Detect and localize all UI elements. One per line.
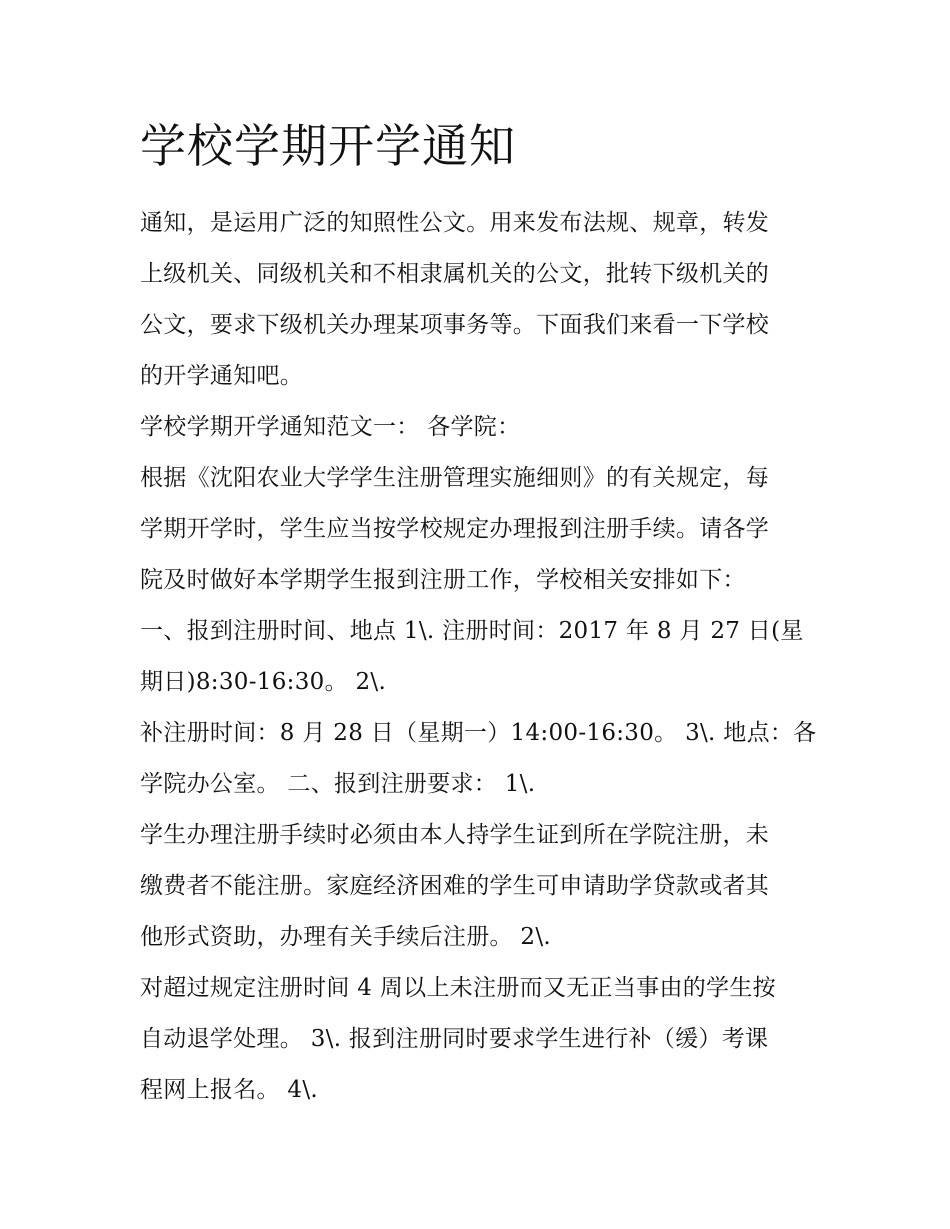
document-title: 学校学期开学通知 bbox=[140, 119, 516, 173]
body-line: 公文，要求下级机关办理某项事务等。下面我们来看一下学校 bbox=[140, 312, 770, 338]
body-line: 的开学通知吧。 bbox=[140, 363, 304, 389]
body-line: 缴费者不能注册。家庭经济困难的学生可申请助学贷款或者其 bbox=[140, 873, 770, 899]
document-body bbox=[140, 198, 820, 1116]
body-line: 补注册时间：8 月 28 日（星期一）14:00-16:30。 3\. 地点：各 bbox=[140, 720, 817, 746]
body-line: 学校学期开学通知范文一： 各学院： bbox=[140, 414, 521, 440]
body-line: 他形式资助，办理有关手续后注册。 2\. bbox=[140, 924, 552, 950]
body-line: 一、报到注册时间、地点 1\. 注册时间：2017 年 8 月 27 日(星 bbox=[140, 618, 804, 644]
body-line: 院及时做好本学期学生报到注册工作，学校相关安排如下： bbox=[140, 567, 746, 593]
body-line: 期日)8:30-16:30。 2\. bbox=[140, 669, 387, 695]
body-line: 根据《沈阳农业大学学生注册管理实施细则》的有关规定，每 bbox=[140, 465, 770, 491]
body-line: 对超过规定注册时间 4 周以上未注册而又无正当事由的学生按 bbox=[140, 975, 776, 1001]
body-line: 通知，是运用广泛的知照性公文。用来发布法规、规章，转发 bbox=[140, 210, 770, 236]
body-line: 学生办理注册手续时必须由本人持学生证到所在学院注册，未 bbox=[140, 822, 770, 848]
body-line: 上级机关、同级机关和不相隶属机关的公文，批转下级机关的 bbox=[140, 261, 770, 287]
body-line: 学期开学时，学生应当按学校规定办理报到注册手续。请各学 bbox=[140, 516, 770, 542]
body-line: 学院办公室。 二、报到注册要求： 1\. bbox=[140, 771, 536, 797]
body-line: 程网上报名。 4\. bbox=[140, 1077, 319, 1103]
body-line: 自动退学处理。 3\. 报到注册同时要求学生进行补（缓）考课 bbox=[140, 1026, 769, 1052]
